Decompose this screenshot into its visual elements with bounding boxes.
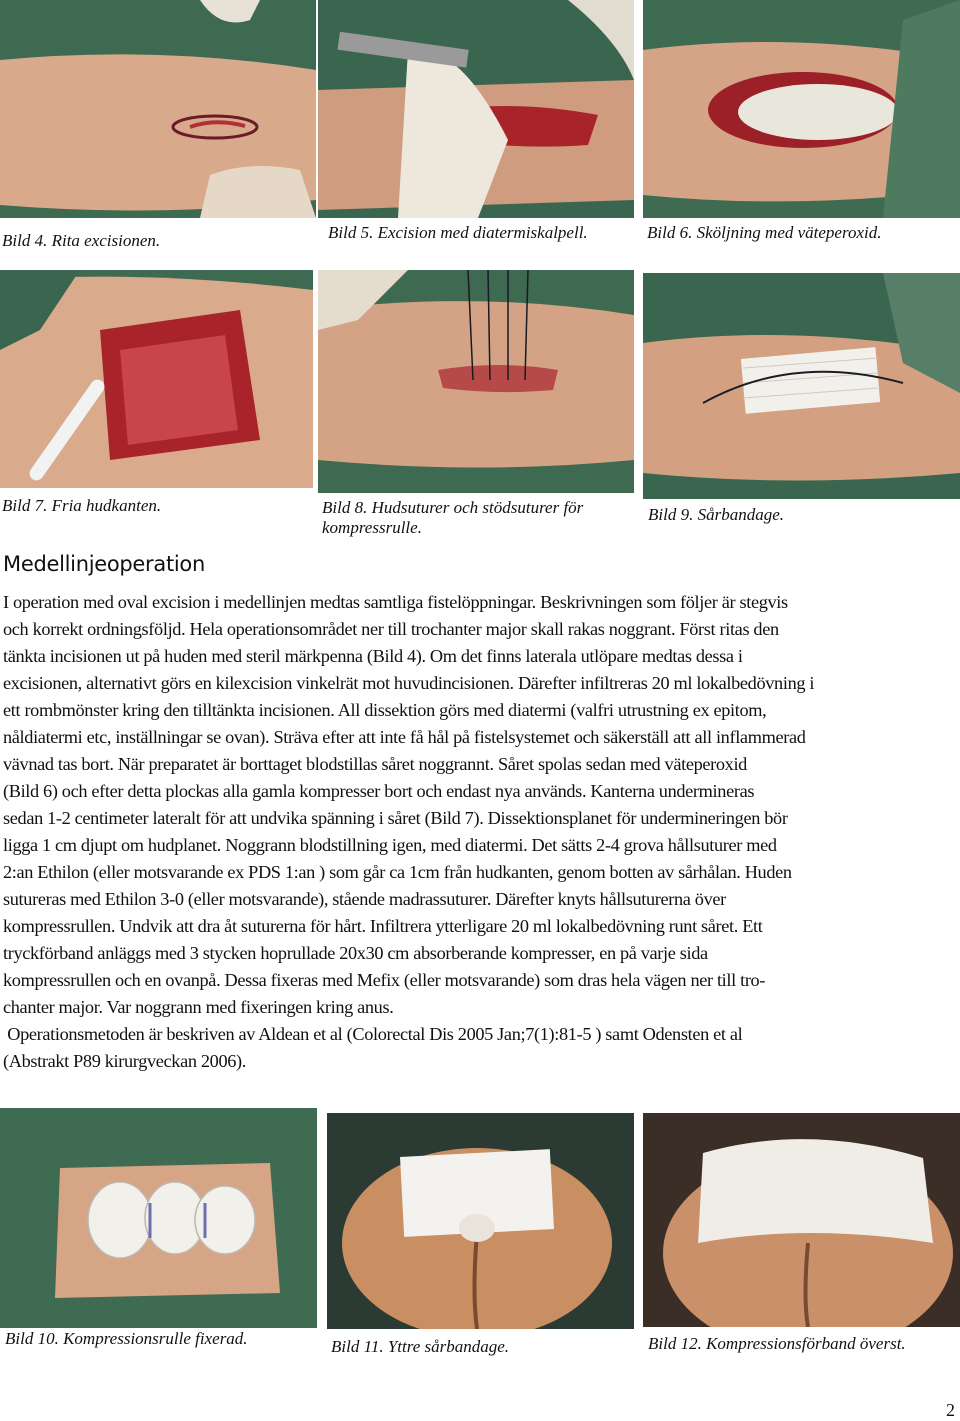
body-line: excisionen, alternativt görs en kilexcision vinkelrät mot huvudincisionen. Därefter infiltreras 20 ml lokalbedövning i [3,673,815,693]
photo-bild-6-rinsing [643,0,960,218]
body-line: sedan 1-2 centimeter lateralt för att undvika spänning i såret (Bild 7). Dissektionsplanet för undermineringen bör [3,808,788,828]
caption-bild-8-line1: Bild 8. Hudsuturer och stödsuturer för [322,498,584,517]
body-line: vävnad tas bort. När preparatet är borttaget blodstillas såret noggrannt. Såret spolas sedan med väteperoxid [3,754,747,774]
caption-bild-8-line2: kompressrulle. [322,518,422,537]
body-line: tryckförband anläggs med 3 stycken hoprullade 20x30 cm absorberande kompresser, en på varje sida [3,943,708,963]
body-line: tänkta incisionen ut på huden med steril märkpenna (Bild 4). Om det finns laterala utlöpare medtas dessa i [3,646,743,666]
photo-bild-11-outer-dressing [327,1113,634,1329]
body-line: och korrekt ordningsföljd. Hela operationsområdet ner till trochanter major skall rakas noggrant. Först ritas den [3,619,779,639]
photo-bild-9-wound-dressing [643,273,960,499]
caption-bild-12: Bild 12. Kompressionsförband överst. [648,1334,906,1353]
photo-bild-12-compression-bandage [643,1113,960,1327]
body-line: (Abstrakt P89 kirurgveckan 2006). [3,1051,246,1071]
body-line: kompressrullen. Undvik att dra åt suturerna för hårt. Infiltrera ytterligare 20 ml lokalbedövning runt såret. Ett [3,916,763,936]
body-line: sutureras med Ethilon 3-0 (eller motsvarande), stående madrassuturer. Därefter knyts hållsuturerna över [3,889,726,909]
body-line: nåldiatermi etc, inställningar se ovan). Sträva efter att inte få hål på fistelsystemet och säkerställ att all inflammerad [3,727,806,747]
section-heading: Medellinjeoperation [3,552,205,576]
caption-bild-6: Bild 6. Sköljning med väteperoxid. [647,223,882,242]
body-line: kompressrullen och en ovanpå. Dessa fixeras med Mefix (eller motsvarande) som dras hela vägen ner till tro- [3,970,766,990]
body-line: ett rombmönster kring den tilltänkta incisionen. All dissektion görs med diatermi (valfri utrustning ex epitom, [3,700,767,720]
caption-bild-9: Bild 9. Sårbandage. [648,505,784,524]
caption-bild-7: Bild 7. Fria hudkanten. [2,496,162,515]
photo-bild-5-excision [318,0,634,218]
photo-bild-4-marking-excision [0,0,316,218]
body-line: 2:an Ethilon (eller motsvarande ex PDS 1:an ) som går ca 1cm från hudkanten, genom botten av sårhålan. Huden [3,862,792,882]
photo-bild-10-compression-roll [0,1108,317,1328]
caption-bild-11: Bild 11. Yttre sårbandage. [331,1337,510,1356]
body-line: (Bild 6) och efter detta plockas alla gamla kompresser bort och endast nya används. Kanterna undermineras [3,781,755,801]
body-line: Operationsmetoden är beskriven av Aldean et al (Colorectal Dis 2005 Jan;7(1):81-5 ) samt Odensten et al [3,1024,743,1044]
body-line: chanter major. Var noggrann med fixeringen kring anus. [3,997,394,1017]
page-number: 2 [946,1400,955,1420]
body-line: ligga 1 cm djupt om hudplanet. Noggrann blodstillning igen, med diatermi. Det sätts 2-4 grova hållsuturer med [3,835,777,855]
photo-bild-7-free-skin-edge [0,270,313,488]
caption-bild-10: Bild 10. Kompressionsrulle fixerad. [5,1329,248,1348]
photo-bild-8-sutures [318,270,634,493]
caption-bild-5: Bild 5. Excision med diatermiskalpell. [328,223,588,242]
caption-bild-4: Bild 4. Rita excisionen. [2,231,161,250]
body-line: I operation med oval excision i medellinjen medtas samtliga fistelöppningar. Beskrivningen som följer är stegvis [3,592,788,612]
body-paragraph [3,589,958,1075]
